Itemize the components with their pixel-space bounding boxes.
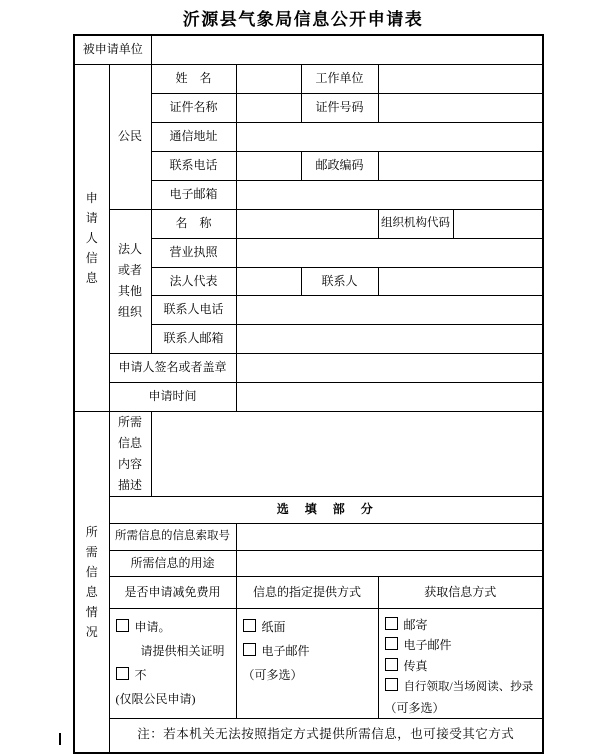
legal-rep-label: 法人代表	[151, 267, 236, 295]
obtain-footnote: （可多选）	[384, 700, 445, 715]
license-label: 营业执照	[151, 238, 236, 267]
page-title: 沂源县气象局信息公开申请表	[182, 10, 424, 29]
application-form-table	[73, 34, 544, 754]
checkbox-fee-no-icon[interactable]	[116, 667, 129, 680]
cert-name-input-cell[interactable]	[236, 93, 301, 122]
work-unit-input-cell[interactable]	[378, 64, 543, 93]
obtain-self-row	[385, 676, 541, 698]
name-input-cell[interactable]	[236, 64, 301, 93]
optional-part-header: 选 填 部 分	[109, 496, 543, 523]
checkbox-obtain-fax-icon[interactable]	[385, 658, 398, 671]
fee-option-no-label: 不	[134, 667, 147, 682]
postcode-label: 邮政编码	[301, 151, 378, 180]
cert-number-label: 证件号码	[301, 93, 378, 122]
checkbox-delivery-email-icon[interactable]	[243, 643, 256, 656]
obtain-header: 获取信息方式	[378, 576, 543, 608]
info-purpose-input-cell[interactable]	[236, 550, 543, 576]
cert-number-input-cell[interactable]	[378, 93, 543, 122]
signature-input-cell[interactable]	[236, 353, 543, 382]
table-row	[74, 64, 543, 93]
signature-label: 申请人签名或者盖章	[109, 353, 236, 382]
apply-time-label: 申请时间	[109, 382, 236, 411]
org-code-input-cell[interactable]	[453, 209, 543, 238]
checkbox-delivery-paper-icon[interactable]	[243, 619, 256, 632]
email-input-cell[interactable]	[236, 180, 543, 209]
checkbox-obtain-self-icon[interactable]	[385, 678, 398, 691]
obtain-email-label: 电子邮件	[403, 638, 452, 652]
contact-input-cell[interactable]	[378, 267, 543, 295]
obtain-self-label: 自行领取/当场阅读、抄录	[403, 681, 534, 693]
org-code-label: 组织机构代码	[378, 209, 453, 238]
fee-footnote: (仅限公民申请)	[115, 691, 196, 706]
fee-option-yes-note: 请提供相关证明	[140, 643, 225, 658]
table-row	[74, 35, 543, 64]
contact-email-input-cell[interactable]	[236, 324, 543, 353]
delivery-email-label: 电子邮件	[261, 643, 310, 658]
license-input-cell[interactable]	[236, 238, 543, 267]
fee-option-yes-label: 申请。	[134, 619, 171, 634]
contact-email-label: 联系人邮箱	[151, 324, 236, 353]
table-row	[74, 209, 543, 238]
table-row	[74, 382, 543, 411]
table-row	[74, 550, 543, 576]
form-note: 注：若本机关无法按照指定方式提供所需信息，也可接受其它方式	[109, 719, 543, 753]
table-row	[74, 496, 543, 523]
info-desc-input-cell[interactable]	[151, 411, 543, 496]
delivery-options-cell	[236, 608, 378, 719]
info-index-label: 所需信息的信息索取号	[109, 523, 236, 550]
legal-rep-input-cell[interactable]	[236, 267, 301, 295]
checkbox-obtain-mail-icon[interactable]	[385, 617, 398, 630]
contact-phone-label: 联系人电话	[151, 295, 236, 324]
table-row	[74, 608, 543, 719]
obtain-options-cell	[378, 608, 543, 719]
requested-unit-label: 被申请单位	[74, 35, 151, 64]
obtain-fax-label: 传真	[403, 658, 428, 673]
checkbox-fee-yes-icon[interactable]	[116, 619, 129, 632]
text-cursor[interactable]	[59, 733, 61, 745]
fee-options-cell	[109, 608, 236, 719]
postcode-input-cell[interactable]	[378, 151, 543, 180]
contact-label: 联系人	[301, 267, 378, 295]
org-name-input-cell[interactable]	[236, 209, 378, 238]
checkbox-obtain-email-icon[interactable]	[385, 637, 398, 650]
fee-header: 是否申请减免费用	[109, 576, 236, 608]
info-section-label: 所需信息情况	[74, 411, 109, 753]
citizen-group-label: 公民	[109, 64, 151, 209]
name-label: 姓 名	[151, 64, 236, 93]
work-unit-label: 工作单位	[301, 64, 378, 93]
email-label: 电子邮箱	[151, 180, 236, 209]
info-index-input-cell[interactable]	[236, 523, 543, 550]
obtain-mail-row	[385, 615, 541, 636]
phone-label: 联系电话	[151, 151, 236, 180]
contact-phone-input-cell[interactable]	[236, 295, 543, 324]
org-name-label: 名 称	[151, 209, 236, 238]
phone-input-cell[interactable]	[236, 151, 301, 180]
address-label: 通信地址	[151, 122, 236, 151]
apply-time-input-cell[interactable]	[236, 382, 543, 411]
obtain-mail-label: 邮寄	[403, 617, 428, 632]
delivery-paper-row	[243, 615, 376, 639]
fee-option-no-row	[116, 663, 234, 687]
obtain-email-row	[385, 635, 541, 656]
org-group-label: 法人或者其他组织	[109, 209, 151, 353]
table-row	[74, 719, 543, 753]
info-purpose-label: 所需信息的用途	[109, 550, 236, 576]
delivery-email-row	[243, 639, 376, 663]
cert-name-label: 证件名称	[151, 93, 236, 122]
delivery-paper-label: 纸面	[261, 619, 286, 634]
info-desc-label: 所需信息内容描述	[109, 411, 151, 496]
requested-unit-input-cell[interactable]	[151, 35, 543, 64]
delivery-footnote: （可多选）	[242, 667, 303, 682]
address-input-cell[interactable]	[236, 122, 543, 151]
delivery-header: 信息的指定提供方式	[236, 576, 378, 608]
table-row	[74, 576, 543, 608]
fee-option-yes-row	[116, 615, 234, 639]
table-row	[74, 411, 543, 496]
table-row	[74, 523, 543, 550]
applicant-section-label: 申请人信息	[74, 64, 109, 411]
obtain-fax-row	[385, 656, 541, 677]
table-row	[74, 353, 543, 382]
